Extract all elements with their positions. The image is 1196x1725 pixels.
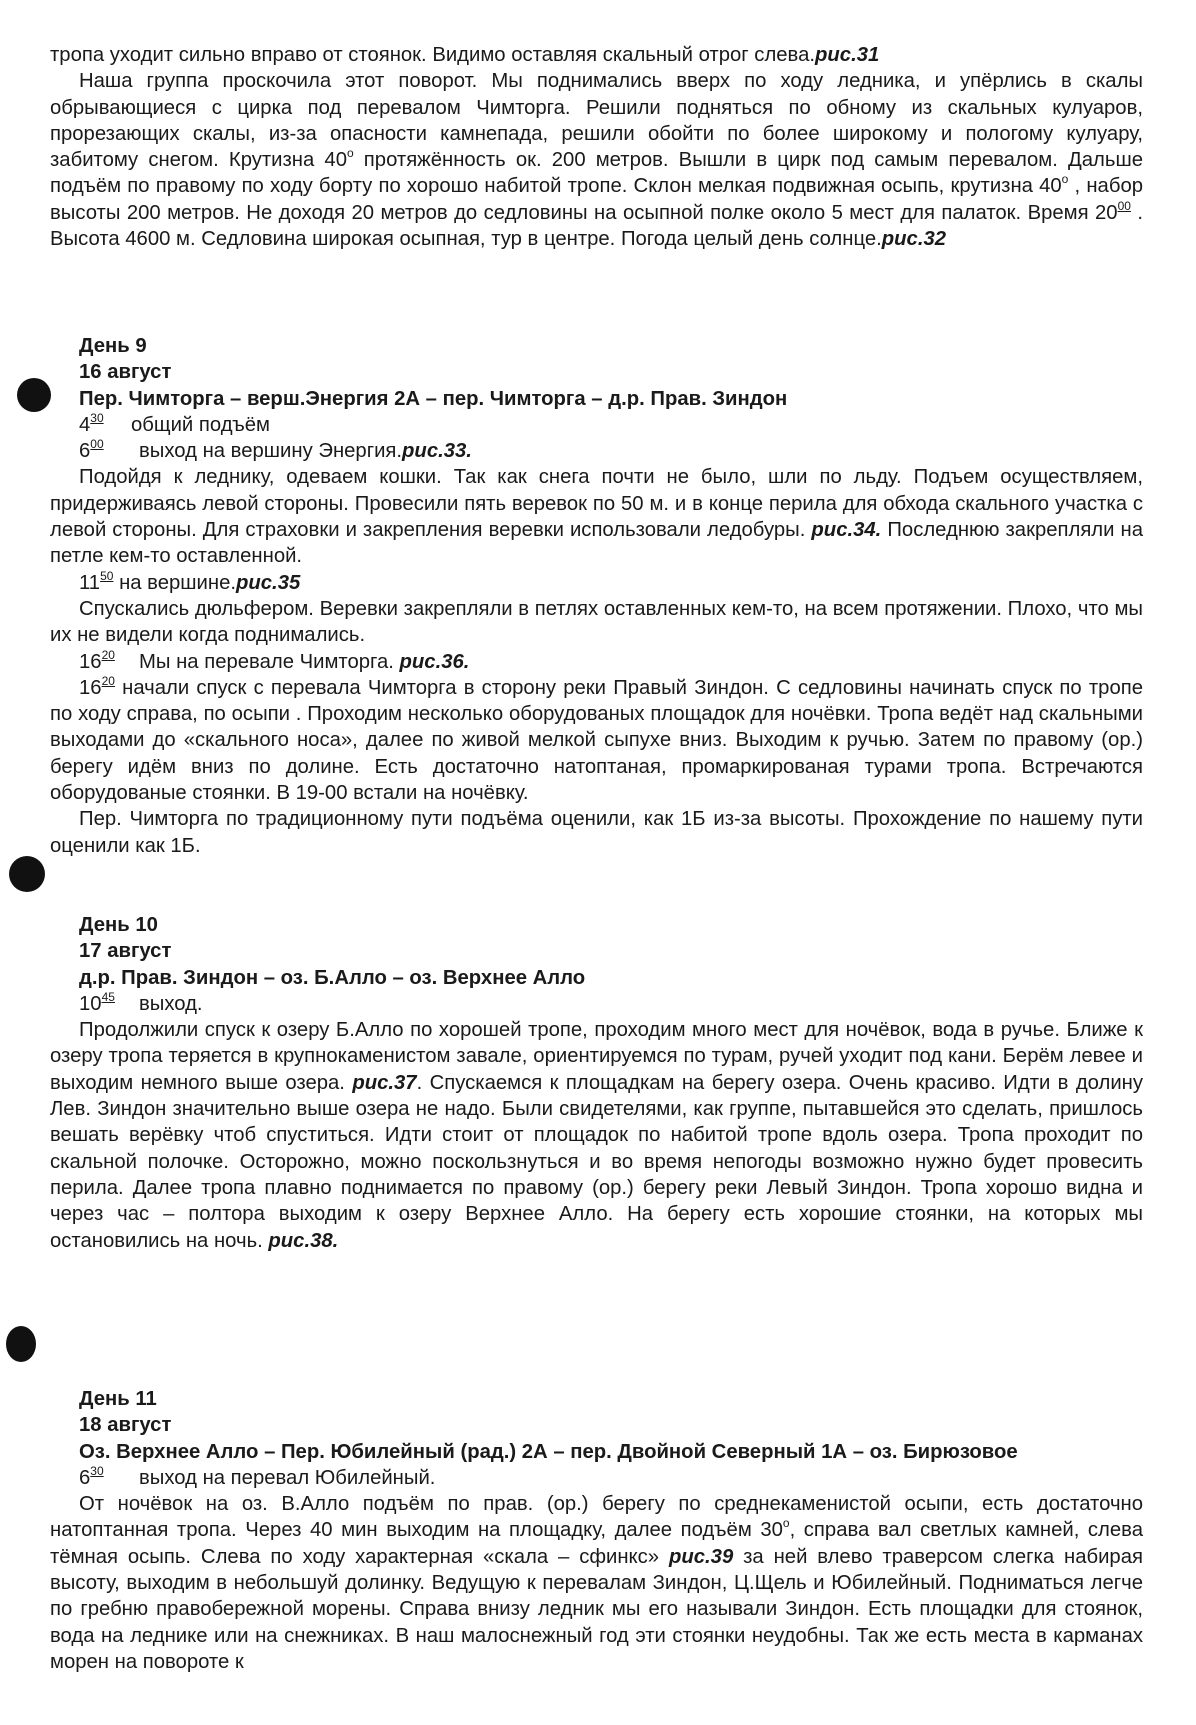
time-entry: $16^{20}$ Мы на перевале Чимторга. рис.36. — [79, 647, 470, 673]
time-entry: $11^{50}$ на вершине.рис.35 — [79, 568, 301, 594]
day-heading: День 11 — [79, 1388, 157, 1410]
day9-paragraph-4: Пер. Чимторга по традиционному пути подъёма оценили, как 1Б из-за высоты. Прохождение по нашему пути оценили как 1Б. — [50, 808, 1143, 857]
figure-ref: рис.34. — [811, 519, 882, 542]
day-date: 17 август — [79, 940, 172, 963]
intro-paragraph-2: Наша группа проскочила этот поворот. Мы поднимались вверх по ходу ледника, и упёрлись в скалы обрывающиеся с цирка под перевалом Чимторга. Решили подняться по обному из скальных кулуаров, прорезающих скалы, из-за опасности камнепада, решили обойти по более широкому и пологому кулуару, забитому снегом. Крутизна 40$^o$ протяжённость ок. 200 метров. Вышли в цирк под самым перевалом. Дальше подъём по правому по ходу борту по хорошо набитой тропе. Склон мелкая подвижная осыпь, крутизна 40$^o$ , набор высоты 200 метров. Не доходя 20 метров до седловины на осыпной полке около 5 мест для палаток. Время $20^{00}$ . Высота 4600 м. Седловина широкая осыпная, тур в центре. Погода целый день солнце.рис.32 — [50, 70, 1143, 251]
day9-paragraph-2: Спускались дюльфером. Веревки закрепляли в петлях оставленных кем-то, на всем протяжении. Плохо, что мы их не видели когда поднимались. — [50, 597, 1143, 647]
figure-ref: рис.38. — [268, 1229, 339, 1252]
intro-paragraph-1: тропа уходит сильно вправо от стоянок. Видимо оставляя скальный отрог слева.рис.31 — [50, 44, 880, 66]
day11-section — [50, 1386, 1143, 1675]
time-entry: $4^{30}$ общий подъём — [79, 410, 270, 436]
day9-section — [50, 333, 1143, 859]
punch-hole-1 — [17, 378, 51, 412]
figure-ref: рис.35 — [236, 571, 301, 594]
intro-section — [50, 42, 1143, 252]
figure-ref: рис.32 — [881, 228, 947, 251]
day-heading: День 10 — [79, 914, 158, 936]
time-entry: $6^{30}$ выход на перевал Юбилейный. — [79, 1463, 436, 1489]
day10-paragraph-1: Продолжили спуск к озеру Б.Алло по хорошей тропе, проходим много мест для ночёвок, вода в ручье. Ближе к озеру тропа теряется в крупнокаменистом завале, ориентируемся по турам, ручей уходит под кани. Берём левее и выходим немного выше озера. рис.37. Спускаемся к площадкам на берегу озера. Очень красиво. Идти в долину Лев. Зиндон значительно выше озера не надо. Были свидетелями, как группе, пытавшейся это сделать, пришлось вешать верёвку чтоб спуститься. Идти стоит от площадок по набитой тропе вдоль озера. Тропа проходит по скальной полочке. Осторожно, можно поскользнуться и во время непогоды возможно нужно будет провесить перила. Далее тропа плавно поднимается по правому (ор.) берегу реки Левый Зиндон. Тропа хорошо видна и через час – полтора выходим к озеру Верхнее Алло. На берегу есть хорошие стоянки, на которых мы остановились на ночь. рис.38. — [50, 1019, 1143, 1252]
figure-ref: рис.39 — [668, 1545, 734, 1568]
day-date: 18 август — [79, 1414, 172, 1437]
day9-paragraph-3: $16^{20}$ начали спуск с перевала Чимторга в сторону реки Правый Зиндон. С седловины начинать спуск по тропе по ходу справа, по осыпи . Проходим несколько оборудованых площадок для ночёвки. Тропа ведёт над скальными выходами до «скального носа», далее по живой мелкой сыпухе вниз. Выходим к ручью. Затем по правому (ор.) берегу идём вниз по долине. Есть достаточно натоптаная, промаркированая турами тропа. Встречаются оборудованые стоянки. В 19-00 встали на ночёвку. — [50, 673, 1143, 805]
time-entry: $10^{45}$ выход. — [79, 989, 203, 1015]
day-heading: День 9 — [79, 335, 147, 357]
punch-hole-3 — [6, 1326, 36, 1362]
figure-ref: рис.37 — [352, 1071, 417, 1094]
day10-section — [50, 912, 1143, 1254]
day-route: Пер. Чимторга – верш.Энергия 2А – пер. Чимторга – д.р. Прав. Зиндон — [79, 387, 788, 410]
day11-paragraph-1: От ночёвок на оз. В.Алло подъём по прав. (ор.) берегу по среднекаменистой осыпи, есть достаточно натоптанная тропа. Через 40 мин выходим на площадку, далее подъём 30$^o$, справа вал светлых камней, слева тёмная осыпь. Слева по ходу характерная «скала – сфинкс» рис.39 за ней влево траверсом слегка набирая высоту, выходим в небольшуй долинку. Ведущую к перевалам Зиндон, Ц.Щель и Юбилейный. Подниматься легче по гребню правобережной морены. Справа внизу ледник мы его называли Зиндон. Есть площадки для стоянок, вода на леднике или на снежниках. В наш малоснежный год эти стоянки неудобны. Так же есть места в карманах морен на повороте к — [50, 1493, 1143, 1673]
time-entry: $6^{00}$ выход на вершину Энергия.рис.33. — [79, 437, 472, 463]
day-route: Оз. Верхнее Алло – Пер. Юбилейный (рад.) 2А – пер. Двойной Северный 1А – оз. Бирюзовое — [79, 1440, 1018, 1463]
day-date: 16 август — [79, 361, 172, 384]
figure-ref: рис.31 — [815, 44, 880, 66]
figure-ref: рис.36. — [399, 650, 470, 673]
day9-paragraph-1: Подойдя к леднику, одеваем кошки. Так как снега почти не было, шли по льду. Подъем осуществляем, придерживаясь левой стороны. Провесили пять веревок по 50 м. и в конце перила для обхода скального участка с левой стороны. Для страховки и закрепления веревки использовали ледобуры. рис.34. Последнюю закрепляли на петле кем-то оставленной. — [50, 466, 1143, 568]
punch-hole-2 — [9, 856, 45, 892]
figure-ref: рис.33. — [402, 440, 472, 463]
day-route: д.р. Прав. Зиндон – оз. Б.Алло – оз. Верхнее Алло — [79, 966, 586, 989]
